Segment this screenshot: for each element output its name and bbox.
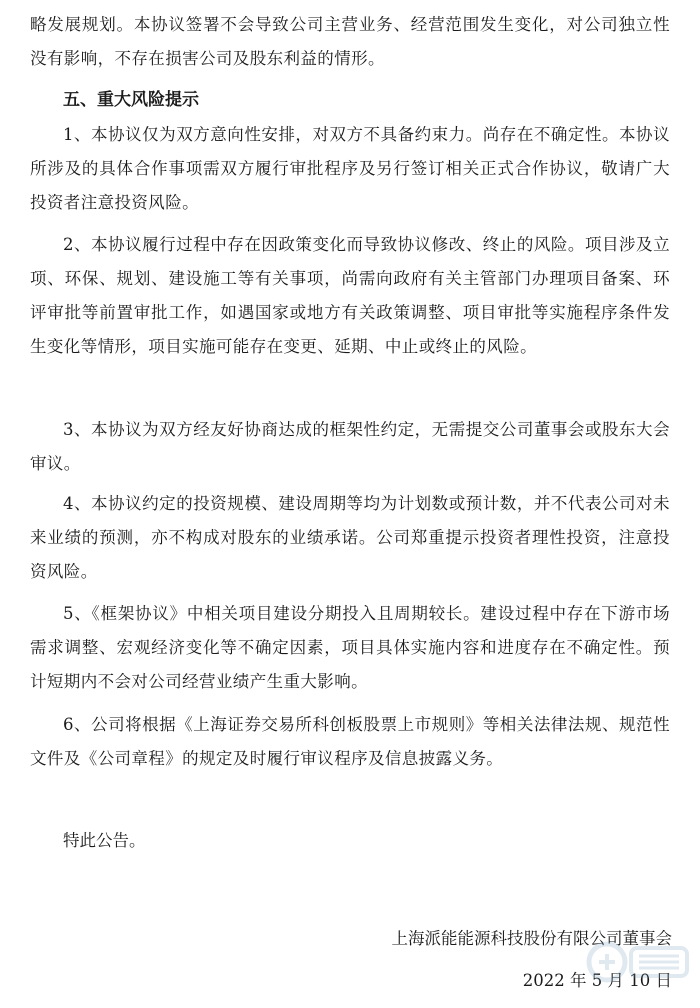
closing-statement: 特此公告。 bbox=[63, 831, 146, 850]
risk-item-1: 1、本协议仅为双方意向性安排，对双方不具备约束力。尚存在不确定性。本协议所涉及的具体合作事项需双方履行审批程序及另行签订相关正式合作协议，敬请广大投资者注意投资风险。 bbox=[30, 125, 670, 212]
risk-item-3: 3、本协议为双方经友好协商达成的框架性约定，无需提交公司董事会或股东大会审议。 bbox=[30, 420, 670, 473]
risk-item-2: 2、本协议履行过程中存在因政策变化而导致协议修改、终止的风险。项目涉及立项、环保、规划、建设施工等有关事项，尚需向政府有关主管部门办理项目备案、环评审批等前置审批工作，如遇国家或地方有关政策调整、项目审批等实施程序条件发生变化等情形，项目实施可能存在变更、延期、中止或终止的风险。 bbox=[30, 235, 670, 356]
section-heading: 五、重大风险提示 bbox=[63, 90, 199, 110]
signer-company: 上海派能能源科技股份有限公司董事会 bbox=[391, 929, 672, 948]
risk-item-4: 4、本协议约定的投资规模、建设周期等均为计划数或预计数，并不代表公司对未来业绩的预测，亦不构成对股东的业绩承诺。公司郑重提示投资者理性投资，注意投资风险。 bbox=[30, 494, 670, 581]
risk-item-5: 5、《框架协议》中相关项目建设分期投入且周期较长。建设过程中存在下游市场需求调整、宏观经济变化等不确定因素，项目具体实施内容和进度存在不确定性。预计短期内不会对公司经营业绩产生重大影响。 bbox=[30, 604, 670, 691]
announcement-date: 2022 年 5 月 10 日 bbox=[522, 971, 672, 990]
intro-continuation-paragraph: 略发展规划。本协议签署不会导致公司主营业务、经营范围发生变化，对公司独立性没有影响，不存在损害公司及股东利益的情形。 bbox=[30, 15, 670, 68]
risk-item-6: 6、公司将根据《上海证券交易所科创板股票上市规则》等相关法律法规、规范性文件及《公司章程》的规定及时履行审议程序及信息披露义务。 bbox=[30, 715, 670, 768]
